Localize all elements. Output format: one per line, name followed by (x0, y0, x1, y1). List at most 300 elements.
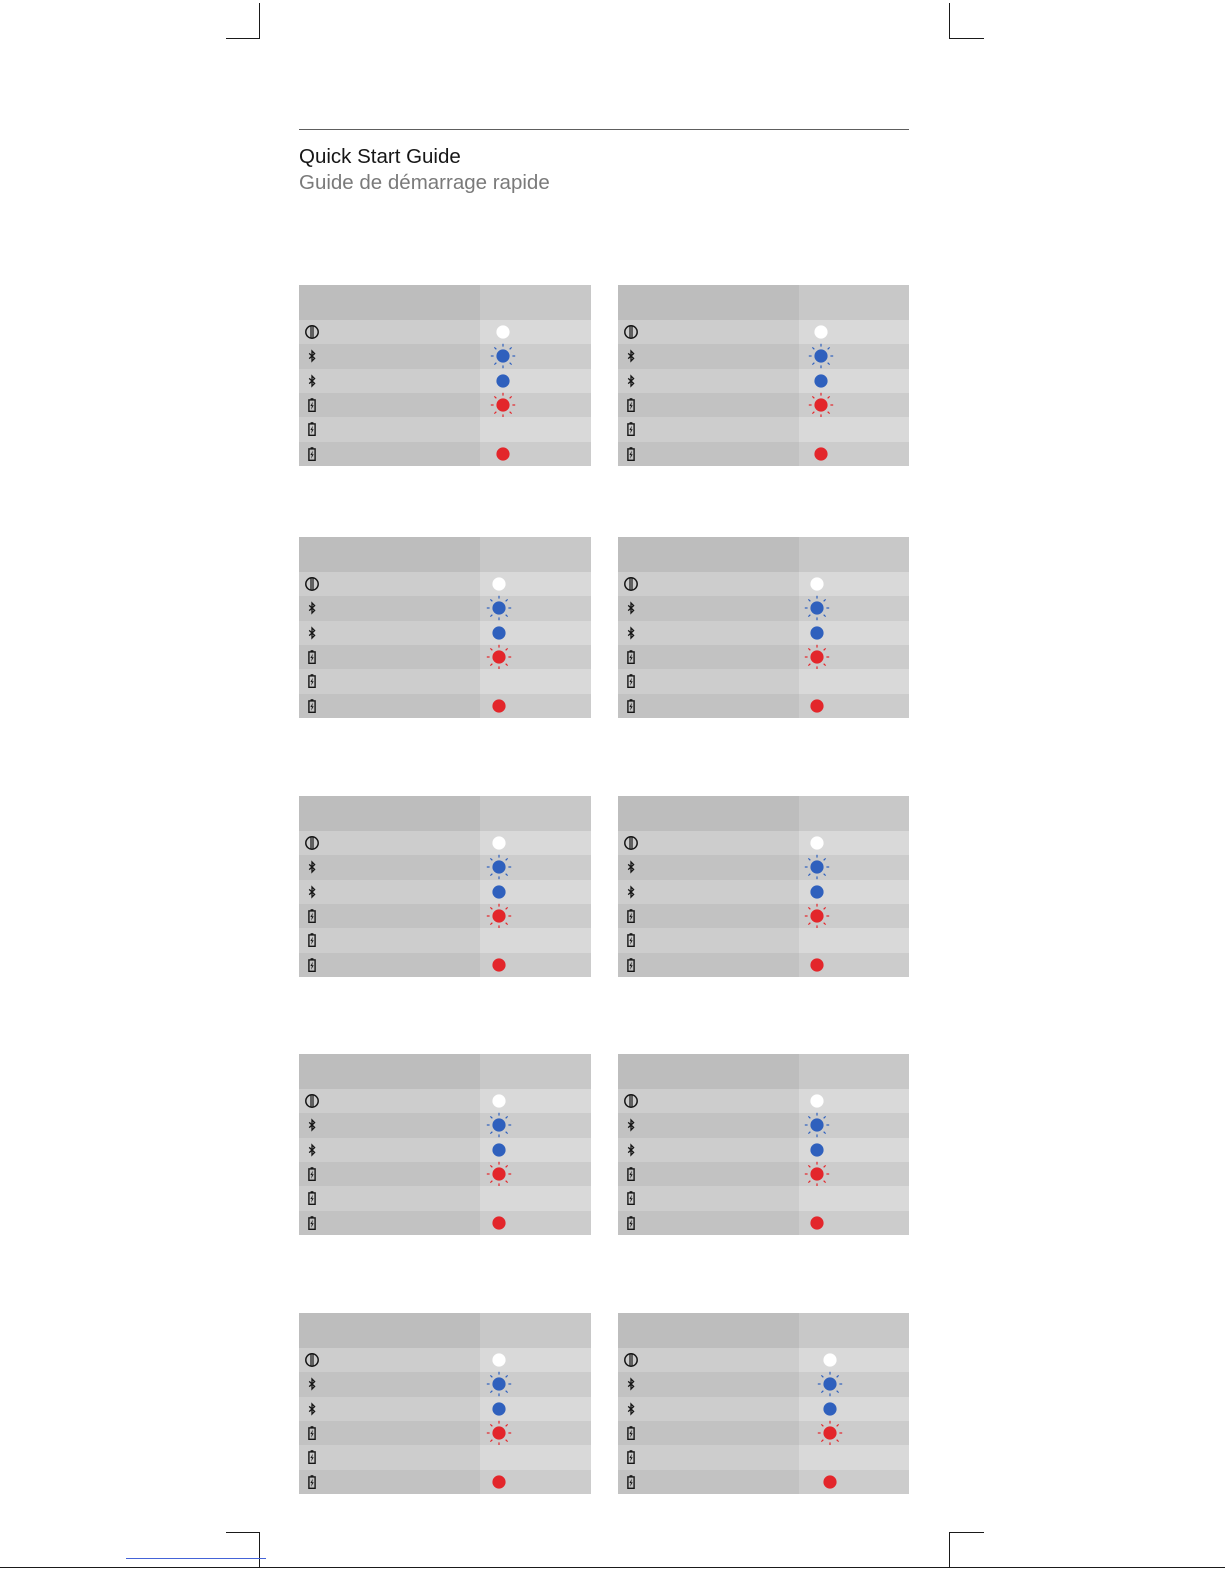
bluetooth-icon (623, 348, 639, 364)
indicator-ray (506, 1425, 508, 1427)
table-row (618, 442, 909, 466)
table-header-row (618, 796, 909, 831)
indicator-cell (480, 621, 591, 645)
indicator-red-solid (803, 951, 831, 979)
indicator-red-blinking (803, 643, 831, 671)
indicator-ray (824, 1181, 826, 1183)
power-icon (304, 576, 320, 592)
indicator-dot (823, 1475, 836, 1488)
indicator-ray (824, 664, 826, 666)
table-row (299, 369, 591, 393)
indicator-cell (480, 904, 591, 928)
indicator-cell (480, 928, 591, 952)
indicator-cell (480, 1186, 591, 1210)
battery-icon (623, 649, 639, 665)
bluetooth-icon (304, 1142, 320, 1158)
icon-cell (618, 344, 799, 368)
indicator-dot (823, 1427, 836, 1440)
indicator-ray (837, 1425, 839, 1427)
indicator-ray (490, 1181, 492, 1183)
crop-mark (949, 1532, 984, 1533)
indicator-ray (506, 615, 508, 617)
indicator-cell (799, 596, 909, 620)
battery-icon-bolt (310, 937, 313, 945)
indicator-cell (480, 1138, 591, 1162)
indicator-cell (799, 1348, 909, 1372)
power-icon (623, 1352, 639, 1368)
bluetooth-icon-glyph (628, 1120, 633, 1130)
indicator-dot (496, 447, 509, 460)
indicator-cell (799, 953, 909, 977)
indicator-dot (810, 837, 823, 850)
indicator-cell (480, 1470, 591, 1494)
indicator-red-blinking (803, 1160, 831, 1188)
indicator-ray (824, 1166, 826, 1168)
indicator-ray (808, 908, 810, 910)
table-row (618, 953, 909, 977)
indicator-ray (808, 1181, 810, 1183)
power-icon-ring (306, 326, 318, 338)
indicator-dot (814, 326, 827, 339)
indicator-ray (824, 1117, 826, 1119)
indicator-ray (808, 859, 810, 861)
indicator-dot (810, 578, 823, 591)
indicator-red-blinking (485, 902, 513, 930)
bluetooth-icon-glyph (628, 376, 633, 386)
table-row (299, 596, 591, 620)
bluetooth-icon (623, 625, 639, 641)
table-row (299, 1372, 591, 1396)
indicator-cell (480, 596, 591, 620)
icon-cell (618, 393, 799, 417)
indicator-dot (814, 374, 827, 387)
indicator-cell (799, 1397, 909, 1421)
table-header-row (299, 796, 591, 831)
indicator-cell (799, 669, 909, 693)
bluetooth-icon (623, 859, 639, 875)
indicator-dot (823, 1402, 836, 1415)
table-row (299, 669, 591, 693)
link-underline (126, 1558, 266, 1559)
table-row (299, 1186, 591, 1210)
table-row (618, 904, 909, 928)
indicator-ray (506, 874, 508, 876)
bluetooth-icon (623, 1117, 639, 1133)
battery-icon (623, 698, 639, 714)
indicator-red-blinking (485, 1419, 513, 1447)
table-row (299, 572, 591, 596)
indicator-dot (492, 1475, 505, 1488)
battery-icon-bolt (629, 678, 632, 686)
indicator-cell (799, 694, 909, 718)
indicator-ray (828, 397, 830, 399)
power-icon (304, 324, 320, 340)
indicator-ray (490, 908, 492, 910)
indicator-dot (810, 1095, 823, 1108)
indicator-ray (821, 1425, 823, 1427)
icon-cell (618, 572, 799, 596)
indicator-cell (799, 1162, 909, 1186)
indicator-ray (490, 1117, 492, 1119)
power-icon (623, 835, 639, 851)
indicator-cell (480, 669, 591, 693)
power-icon (623, 324, 639, 340)
indicator-ray (506, 664, 508, 666)
bluetooth-icon (623, 600, 639, 616)
battery-icon-bolt (629, 1454, 632, 1462)
indicator-dot (823, 1378, 836, 1391)
table-row (618, 1348, 909, 1372)
bluetooth-icon-glyph (628, 1145, 633, 1155)
header-label-cell (299, 1054, 480, 1089)
header-rule (299, 129, 909, 130)
icon-cell (618, 1445, 799, 1469)
indicator-ray (490, 1391, 492, 1393)
table-row (618, 369, 909, 393)
indicator-dot (810, 1143, 823, 1156)
table-row (299, 855, 591, 879)
indicator-ray (824, 908, 826, 910)
icon-cell (618, 1113, 799, 1137)
table-row (618, 320, 909, 344)
indicator-ray (494, 348, 496, 350)
power-icon (304, 1093, 320, 1109)
icon-cell (299, 904, 480, 928)
icon-cell (299, 1113, 480, 1137)
table-row (299, 1445, 591, 1469)
icon-cell (299, 694, 480, 718)
icon-cell (299, 344, 480, 368)
battery-icon-bolt (310, 1171, 313, 1179)
table-row (299, 1162, 591, 1186)
table-row (299, 953, 591, 977)
indicator-red-blinking (807, 391, 835, 419)
table-row (618, 928, 909, 952)
indicator-dot (492, 602, 505, 615)
battery-icon (623, 1166, 639, 1182)
indicator-ray (824, 874, 826, 876)
icon-cell (299, 953, 480, 977)
indicator-cell (799, 369, 909, 393)
led-status-table (299, 796, 591, 977)
indicator-ray (812, 363, 814, 365)
battery-icon-bolt (629, 1219, 632, 1227)
table-row (299, 344, 591, 368)
page-title: Quick Start Guide (299, 145, 461, 168)
indicator-dot (492, 837, 505, 850)
indicator-dot (492, 885, 505, 898)
indicator-ray (808, 649, 810, 651)
indicator-dot (810, 1119, 823, 1132)
power-icon-ring (625, 837, 637, 849)
bluetooth-icon (304, 859, 320, 875)
indicator-ray (812, 412, 814, 414)
power-icon-ring (306, 578, 318, 590)
icon-cell (618, 855, 799, 879)
power-icon-ring (625, 326, 637, 338)
indicator-cell (799, 393, 909, 417)
indicator-cell (480, 1397, 591, 1421)
table-row (299, 417, 591, 441)
battery-icon-bolt (310, 1454, 313, 1462)
header-label-cell (618, 1313, 799, 1348)
table-row (299, 393, 591, 417)
indicator-ray (828, 412, 830, 414)
led-status-table (618, 285, 909, 466)
bluetooth-icon-glyph (628, 603, 633, 613)
crop-mark (949, 1532, 950, 1568)
battery-icon-bolt (310, 450, 313, 458)
page-bottom-edge (0, 1567, 1225, 1568)
indicator-cell (480, 1113, 591, 1137)
power-icon-ring (625, 1354, 637, 1366)
indicator-ray (506, 649, 508, 651)
icon-cell (618, 694, 799, 718)
indicator-ray (837, 1376, 839, 1378)
indicator-dot (810, 699, 823, 712)
icon-cell (299, 1421, 480, 1445)
table-row (618, 1445, 909, 1469)
indicator-ray (506, 1376, 508, 1378)
icon-cell (299, 1186, 480, 1210)
table-row (618, 1372, 909, 1396)
battery-icon (623, 397, 639, 413)
table-row (618, 880, 909, 904)
table-row (618, 1138, 909, 1162)
battery-icon-bolt (629, 1195, 632, 1203)
led-status-table (618, 537, 909, 718)
indicator-cell (799, 1186, 909, 1210)
indicator-cell (799, 645, 909, 669)
icon-cell (618, 1470, 799, 1494)
indicator-cell (799, 1089, 909, 1113)
battery-icon (304, 1190, 320, 1206)
table-row (618, 621, 909, 645)
indicator-ray (812, 348, 814, 350)
indicator-ray (490, 859, 492, 861)
indicator-dot (814, 350, 827, 363)
table-row (299, 880, 591, 904)
indicator-cell (799, 855, 909, 879)
icon-cell (299, 1445, 480, 1469)
indicator-red-blinking (803, 902, 831, 930)
bluetooth-icon-glyph (309, 1145, 314, 1155)
table-header-row (618, 537, 909, 572)
header-label-cell (618, 537, 799, 572)
battery-icon-bolt (310, 1195, 313, 1203)
indicator-red-solid (816, 1468, 844, 1496)
battery-icon (304, 1215, 320, 1231)
battery-icon (623, 1215, 639, 1231)
icon-cell (618, 1372, 799, 1396)
icon-cell (299, 645, 480, 669)
power-icon-ring (625, 1095, 637, 1107)
indicator-ray (821, 1391, 823, 1393)
indicator-ray (510, 412, 512, 414)
battery-icon (623, 932, 639, 948)
indicator-cell (799, 344, 909, 368)
indicator-dot (492, 1354, 505, 1367)
power-icon-ring (306, 837, 318, 849)
indicator-ray (808, 1132, 810, 1134)
icon-cell (299, 1211, 480, 1235)
header-status-cell (480, 1054, 591, 1089)
indicator-ray (808, 664, 810, 666)
bluetooth-icon-glyph (309, 376, 314, 386)
battery-icon-bolt (310, 1478, 313, 1486)
header-status-cell (799, 796, 909, 831)
header-label-cell (299, 1313, 480, 1348)
bluetooth-icon (304, 373, 320, 389)
icon-cell (618, 669, 799, 693)
battery-icon (304, 698, 320, 714)
icon-cell (618, 1162, 799, 1186)
header-status-cell (480, 537, 591, 572)
led-status-table (618, 796, 909, 977)
table-row (618, 645, 909, 669)
power-icon (304, 1352, 320, 1368)
battery-icon (304, 446, 320, 462)
table-header-row (618, 285, 909, 320)
icon-cell (299, 1348, 480, 1372)
header-label-cell (618, 796, 799, 831)
indicator-cell (480, 417, 591, 441)
table-row (299, 1348, 591, 1372)
header-status-cell (799, 1054, 909, 1089)
header-status-cell (799, 1313, 909, 1348)
led-status-table (618, 1054, 909, 1235)
indicator-dot (810, 1216, 823, 1229)
header-status-cell (799, 537, 909, 572)
crop-mark (259, 3, 260, 39)
indicator-ray (490, 923, 492, 925)
indicator-cell (480, 1348, 591, 1372)
indicator-ray (808, 1166, 810, 1168)
battery-icon-bolt (310, 961, 313, 969)
table-row (299, 1113, 591, 1137)
table-row (618, 417, 909, 441)
indicator-ray (824, 859, 826, 861)
battery-icon-bolt (310, 402, 313, 410)
table-row (618, 572, 909, 596)
battery-icon (304, 1449, 320, 1465)
indicator-cell (799, 880, 909, 904)
indicator-dot (810, 910, 823, 923)
bluetooth-icon-glyph (309, 603, 314, 613)
power-icon (623, 1093, 639, 1109)
indicator-ray (510, 363, 512, 365)
bluetooth-icon (623, 1376, 639, 1392)
bluetooth-icon-glyph (309, 351, 314, 361)
icon-cell (618, 831, 799, 855)
battery-icon-bolt (310, 913, 313, 921)
bluetooth-icon (623, 884, 639, 900)
bluetooth-icon-glyph (628, 887, 633, 897)
indicator-ray (506, 600, 508, 602)
header-label-cell (299, 537, 480, 572)
bluetooth-icon (304, 348, 320, 364)
indicator-cell (480, 369, 591, 393)
battery-icon-bolt (310, 654, 313, 662)
icon-cell (618, 417, 799, 441)
crop-mark (226, 38, 260, 39)
indicator-ray (506, 1181, 508, 1183)
indicator-red-solid (803, 692, 831, 720)
table-row (299, 904, 591, 928)
icon-cell (618, 621, 799, 645)
table-row (299, 1211, 591, 1235)
battery-icon-bolt (629, 450, 632, 458)
table-row (618, 1211, 909, 1235)
table-row (618, 1089, 909, 1113)
table-row (299, 320, 591, 344)
indicator-ray (824, 615, 826, 617)
battery-icon (304, 957, 320, 973)
table-row (618, 694, 909, 718)
bluetooth-icon (304, 625, 320, 641)
battery-icon-bolt (629, 654, 632, 662)
battery-icon-bolt (629, 1171, 632, 1179)
battery-icon (304, 673, 320, 689)
icon-cell (618, 1138, 799, 1162)
indicator-cell (799, 928, 909, 952)
bluetooth-icon (304, 600, 320, 616)
icon-cell (299, 1372, 480, 1396)
indicator-cell (480, 1421, 591, 1445)
table-row (618, 1421, 909, 1445)
indicator-dot (823, 1354, 836, 1367)
indicator-ray (824, 649, 826, 651)
led-status-table (299, 1313, 591, 1494)
battery-icon (304, 932, 320, 948)
title-block (299, 144, 550, 196)
indicator-cell (799, 1211, 909, 1235)
header-status-cell (799, 285, 909, 320)
bluetooth-icon-glyph (628, 1404, 633, 1414)
indicator-ray (808, 874, 810, 876)
indicator-cell (799, 1372, 909, 1396)
indicator-red-solid (807, 440, 835, 468)
header-status-cell (480, 285, 591, 320)
table-header-row (299, 1313, 591, 1348)
icon-cell (299, 855, 480, 879)
battery-icon (304, 1474, 320, 1490)
icon-cell (618, 880, 799, 904)
battery-icon (304, 908, 320, 924)
bluetooth-icon-glyph (628, 628, 633, 638)
header-label-cell (299, 285, 480, 320)
indicator-ray (510, 348, 512, 350)
icon-cell (618, 645, 799, 669)
battery-icon (623, 446, 639, 462)
indicator-red-solid (803, 1209, 831, 1237)
indicator-dot (492, 1143, 505, 1156)
indicator-ray (808, 923, 810, 925)
indicator-red-solid (489, 440, 517, 468)
table-header-row (618, 1313, 909, 1348)
battery-icon-bolt (629, 402, 632, 410)
bluetooth-icon (304, 1376, 320, 1392)
indicator-dot (492, 699, 505, 712)
table-row (299, 442, 591, 466)
icon-cell (299, 1162, 480, 1186)
indicator-cell (480, 694, 591, 718)
indicator-dot (492, 578, 505, 591)
indicator-dot (492, 1216, 505, 1229)
icon-cell (618, 596, 799, 620)
icon-cell (618, 442, 799, 466)
indicator-ray (494, 363, 496, 365)
